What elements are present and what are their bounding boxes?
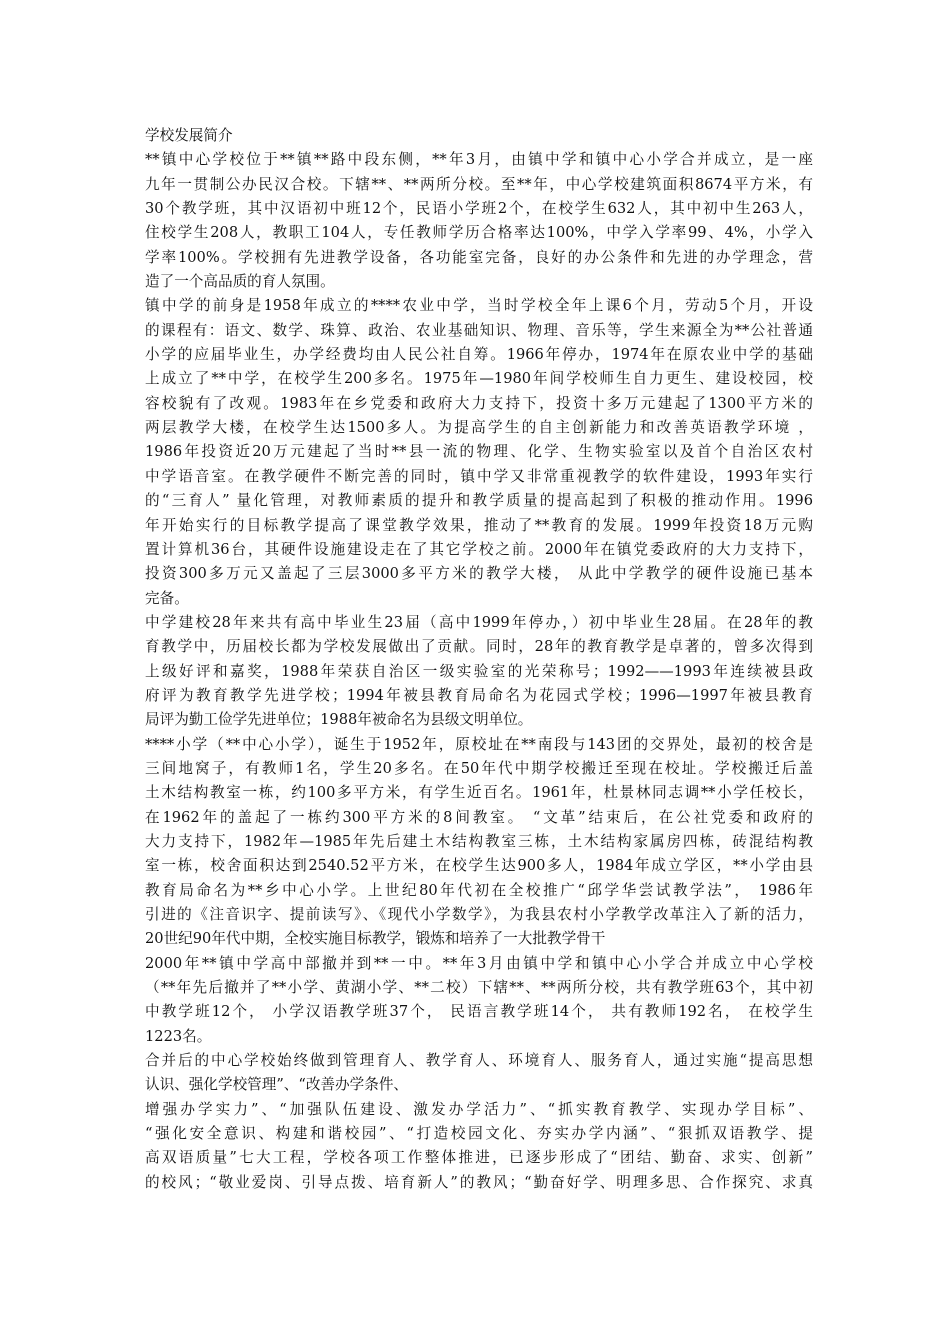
- text-line: 的“三育人” 量化管理，对教师素质的提升和教学质量的提高起到了积极的推动作用。1996: [145, 492, 813, 510]
- text-line: 2000年**镇中学高中部撤并到**一中。**年3月由镇中学和镇中心小学合并成立中心学校: [145, 954, 813, 972]
- text-line: 育教学中，历届校长都为学校发展做出了贡献。同时，28年的教育教学是卓著的，曾多次得到: [145, 638, 813, 656]
- paragraph-2: [145, 294, 813, 610]
- text-line: 合并后的中心学校始终做到管理育人、教学育人、环境育人、服务育人，通过实施“提高思想: [145, 1052, 813, 1070]
- text-line: 20世纪90年代中期，全校实施目标教学，锻炼和培养了一大批教学骨干: [145, 930, 606, 948]
- text-line: 学率100%。学校拥有先进教学设备，各功能室完备，良好的办公条件和先进的办学理念，营: [145, 248, 813, 266]
- text-line: 在1962年的盖起了一栋约300平方米的8间教室。 “文革”结束后，在公社党委和政府的: [145, 808, 813, 826]
- text-line: 上级好评和嘉奖，1988年荣获自治区一级实验室的光荣称号；1992——1993年连续被县政: [145, 662, 813, 680]
- text-line: 府评为教育教学先进学校；1994年被县教育局命名为花园式学校；1996—1997年被县教育: [145, 686, 813, 704]
- text-line: 置计算机36台，其硬件设施建设走在了其它学校之前。2000年在镇党委政府的大力支持下，: [145, 540, 813, 558]
- text-line: 年开始实行的目标教学提高了课堂教学效果，推动了**教育的发展。1999年投资18万元购: [145, 516, 813, 534]
- text-line: 镇中学的前身是1958年成立的****农业中学，当时学校全年上课6个月，劳动5个月，开设: [145, 297, 813, 315]
- text-line: 三间地窝子，有教师1名，学生20多名。在50年代中期学校搬迁至现在校址。学校搬迁后盖: [145, 759, 813, 777]
- text-line: 增强办学实力”、“加强队伍建设、激发办学活力”、“抓实教育教学、实现办学目标”、: [145, 1100, 813, 1118]
- text-line: 上成立了**中学，在校学生200多名。1975年—1980年间学校师生自力更生、建设校园，校: [145, 370, 813, 388]
- paragraph-3: [145, 611, 813, 733]
- text-line: 30个教学班，其中汉语初中班12个，民语小学班2个，在校学生632人，其中初中生263人，: [145, 200, 813, 218]
- document-page: [145, 124, 813, 1195]
- paragraph-1: [145, 148, 813, 294]
- text-line: 九年一贯制公办民汉合校。下辖**、**两所分校。至**年，中心学校建筑面积8674平方米，有: [145, 175, 813, 193]
- paragraph-5: [145, 952, 813, 1049]
- text-line: （**年先后撤并了**小学、黄湖小学、**二校）下辖**、**两所分校，共有教学班63个，其中初: [145, 979, 813, 997]
- text-line: 1986年投资近20万元建起了当时**县一流的物理、化学、生物实验室以及首个自治区农村: [145, 443, 813, 461]
- text-line: 高双语质量”七大工程，学校各项工作整体推进，已逐步形成了“团结、勤奋、求实、创新”: [145, 1149, 813, 1167]
- text-line: 两层教学大楼，在校学生达1500多人。为提高学生的自主创新能力和改善英语教学环境 ，: [145, 419, 813, 437]
- document-title: 学校发展简介: [145, 127, 233, 144]
- text-line: 认识、强化学校管理”、“改善办学条件、: [145, 1076, 409, 1094]
- text-line: 小学的应届毕业生，办学经费均由人民公社自筹。1966年停办，1974年在原农业中学的基础: [145, 346, 813, 364]
- text-line: 中学建校28年来共有高中毕业生23届（高中1999年停办，）初中毕业生28届。在28年的教: [145, 613, 813, 631]
- text-line: “强化安全意识、构建和谐校园”、“打造校园文化、夯实办学内涵”、“狠抓双语教学、提: [145, 1125, 813, 1143]
- text-line: 住校学生208人，教职工104人，专任教师学历合格率达100%，中学入学率99、4%，小学入: [145, 224, 813, 242]
- paragraph-6: [145, 1049, 813, 1195]
- text-line: 引进的《注音识字、提前读写》、《现代小学数学》，为我县农村小学教学改革注入了新的活力，: [145, 906, 813, 923]
- text-line: 局评为勤工俭学先进单位；1988年被命名为县级文明单位。: [145, 711, 533, 729]
- text-line: 的校风；“敬业爱岗、引导点拨、培育新人”的教风；“勤奋好学、明理多思、合作探究、求真: [145, 1173, 813, 1191]
- text-line: 1223名。: [145, 1027, 212, 1045]
- text-line: 中学语音室。在教学硬件不断完善的同时，镇中学又非常重视教学的软件建设，1993年实行: [145, 467, 813, 485]
- text-line: 中教学班12个， 小学汉语教学班37个， 民语言教学班14个， 共有教师192名， 在校学生: [145, 1003, 813, 1021]
- text-line: 教育局命名为**乡中心小学。上世纪80年代初在全校推广“邱学华尝试教学法”， 1986年: [145, 881, 813, 899]
- text-line: 造了一个高品质的育人氛围。: [145, 273, 335, 291]
- text-line: 的课程有：语文、数学、珠算、政治、农业基础知识、物理、音乐等，学生来源全为**公社普通: [145, 321, 813, 339]
- text-line: **镇中心学校位于**镇**路中段东侧，**年3月，由镇中学和镇中心小学合并成立，是一座: [145, 151, 813, 169]
- text-line: 室一栋，校舍面积达到2540.52平方米，在校学生达900多人，1984年成立学区，**小学由县: [145, 857, 813, 875]
- text-line: 容校貌有了改观。1983年在乡党委和政府大力支持下，投资十多万元建起了1300平方米的: [145, 394, 813, 412]
- text-line: ****小学（**中心小学），诞生于1952年，原校址在**南段与143团的交界处，最初的校舍是: [145, 735, 813, 753]
- text-line: 大力支持下，1982年—1985年先后建土木结构教室三栋，土木结构家属房四栋，砖混结构教: [145, 832, 813, 850]
- text-line: 投资300多万元又盖起了三层3000多平方米的教学大楼， 从此中学教学的硬件设施已基本: [145, 565, 813, 583]
- text-line: 土木结构教室一栋，约100多平方米，有学生近百名。1961年，杜景林同志调**小学任校长，: [145, 784, 813, 802]
- text-line: 完备。: [145, 589, 189, 607]
- paragraph-4: [145, 733, 813, 952]
